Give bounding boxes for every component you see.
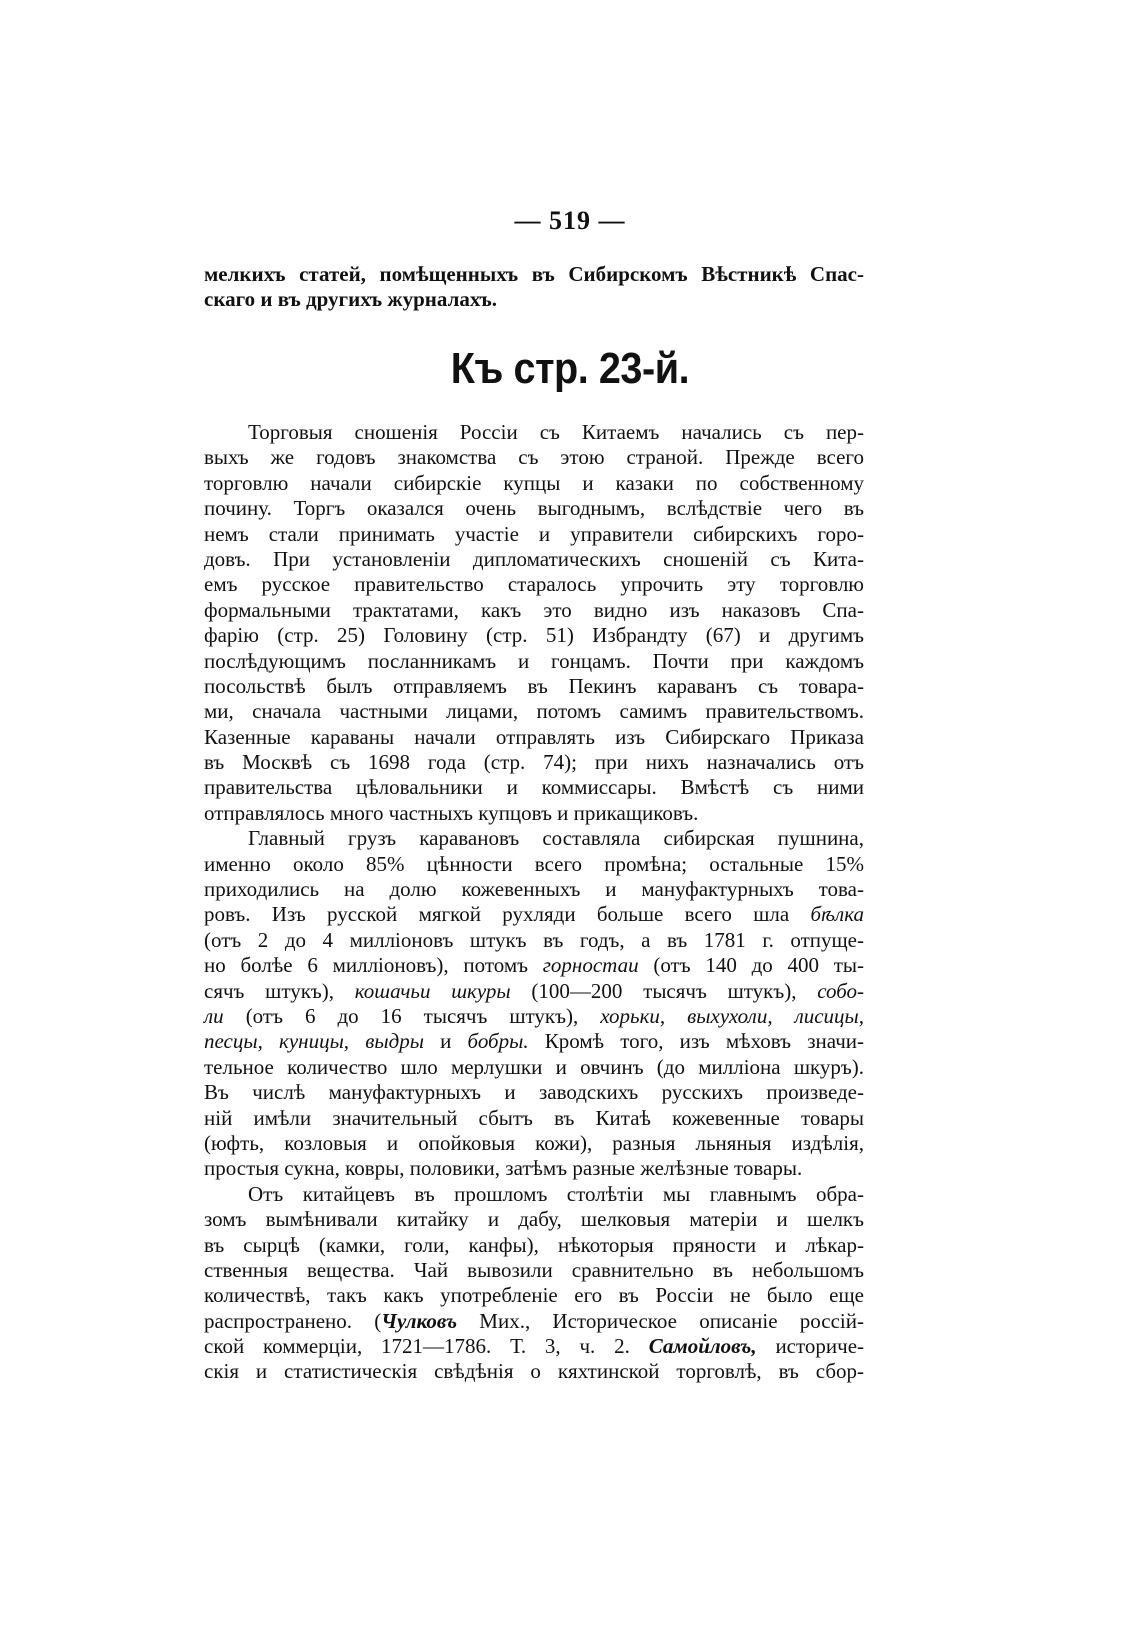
italic-term: горностаи (542, 953, 639, 978)
text-line (204, 1309, 864, 1334)
text-line: ній имѣли значительный сбытъ въ Китаѣ кожевенные товары (204, 1105, 864, 1130)
text-line: приходились на долю кожевенныхъ и мануфактурныхъ това- (204, 877, 864, 902)
text-line: ми, сначала частными лицами, потомъ самимъ правительствомъ. (204, 699, 864, 724)
text-line: Главный грузъ каравановъ составляла сибирская пушнина, (248, 826, 864, 851)
body-text (204, 420, 864, 1385)
text-line: (отъ 2 до 4 милліоновъ штукъ въ годъ, а въ 1781 г. отпуще- (204, 927, 864, 952)
text-run: распространено. ( (204, 1308, 382, 1333)
text-run: сячъ штукъ), (204, 978, 335, 1003)
text-line (204, 1334, 864, 1359)
text-run: Кромѣ того, изъ мѣховъ значи- (544, 1029, 865, 1054)
text-line: посольствѣ былъ отправляемъ въ Пекинъ караванъ съ товара- (204, 673, 864, 698)
text-run: (отъ 6 до 16 тысячъ штукъ), (245, 1003, 579, 1028)
italic-term: кошачьи шкуры (354, 978, 511, 1003)
text-line: тельное количество шло мерлушки и овчинъ (до милліона шкуръ). (204, 1054, 864, 1079)
text-line: послѣдующимъ посланникамъ и гонцамъ. Почти при каждомъ (204, 648, 864, 673)
text-line: ственныя вещества. Чай вывозили сравнительно въ небольшомъ (204, 1257, 864, 1282)
text-line (204, 1029, 864, 1054)
italic-term: песцы, куницы, выдры (204, 1029, 424, 1054)
text-line: простыя сукна, ковры, половики, затѣмъ разные желѣзные товары. (204, 1156, 803, 1181)
text-line: правительства цѣловальники и коммиссары. Вмѣстѣ съ ними (204, 775, 864, 800)
text-line: фарію (стр. 25) Головину (стр. 51) Избрандту (67) и другимъ (204, 623, 864, 648)
text-run: (100—200 тысячъ штукъ), (531, 978, 797, 1003)
text-line: (юфть, козловыя и опойковыя кожи), разныя льняныя издѣлія, (204, 1130, 864, 1155)
paragraph-trade-relations (204, 420, 864, 826)
text-line: въ сырцѣ (камки, голи, канфы), нѣкоторыя пряности и лѣкар- (204, 1232, 864, 1257)
italic-term: ли (204, 1003, 224, 1028)
text-run: (отъ 140 до 400 ты- (653, 953, 865, 978)
text-line: формальными трактатами, какъ это видно изъ наказовъ Спа- (204, 597, 864, 622)
italic-author: Самойловъ, (648, 1334, 757, 1359)
text-line: немъ стали принимать участіе и управители сибирскихъ горо- (204, 521, 864, 546)
text-line: мелкихъ статей, помѣщенныхъ въ Сибирскомъ Вѣстникѣ Спас- (204, 262, 864, 286)
text-line: въ Москвѣ съ 1698 года (стр. 74); при нихъ назначались отъ (204, 750, 864, 775)
text-line (204, 953, 864, 978)
text-line: скаго и въ другихъ журналахъ. (204, 287, 498, 312)
text-run: но болѣе 6 милліоновъ), потомъ (204, 953, 528, 978)
text-line (204, 1004, 864, 1029)
text-line: зомъ вымѣнивали китайку и дабу, шелковыя матеріи и шелкъ (204, 1207, 864, 1232)
italic-term: собо- (817, 978, 865, 1003)
text-line: Казенные караваны начали отправлять изъ Сибирскаго Приказа (204, 724, 864, 749)
italic-term: бобры. (467, 1029, 529, 1054)
text-line: скія и статистическія свѣдѣнія о кяхтинской торговлѣ, въ сбор- (204, 1359, 864, 1384)
text-line: именно около 85% цѣнности всего промѣна; остальные 15% (204, 851, 864, 876)
text-line: Въ числѣ мануфактурныхъ и заводскихъ русскихъ произведе- (204, 1080, 864, 1105)
page-number: — 519 — (514, 206, 626, 235)
text-line (204, 902, 864, 927)
text-line: отправлялось много частныхъ купцовъ и прикащиковъ. (204, 800, 699, 825)
text-line: выхъ же годовъ знакомства съ этою страной. Прежде всего (204, 445, 864, 470)
text-run: и (440, 1029, 452, 1054)
text-run: Мих., Историческое описаніе россій- (479, 1308, 864, 1333)
text-line: торговлю начали сибирскіе купцы и казаки по собственному (204, 470, 864, 495)
text-line: Торговыя сношенія Россіи съ Китаемъ начались съ пер- (248, 420, 864, 444)
text-line (204, 979, 864, 1004)
text-run: ровъ. Изъ русской мягкой рухляди больше всего шла (204, 902, 790, 927)
paragraph-chinese-goods (204, 1182, 864, 1385)
text-line: количествѣ, такъ какъ употребленіе его въ Россіи не было еще (204, 1283, 864, 1308)
italic-term: хорьки, выхухоли, лисицы, (600, 1003, 865, 1028)
italic-author: Чулковъ (381, 1308, 458, 1333)
text-run: ской коммерціи, 1721—1786. Т. 3, ч. 2. (204, 1334, 630, 1359)
intro-paragraph (204, 262, 864, 313)
text-line: довъ. При установленіи дипломатическихъ сношеній съ Кита- (204, 546, 864, 571)
text-line: Отъ китайцевъ въ прошломъ столѣтіи мы главнымъ обра- (248, 1181, 864, 1206)
text-run: историче- (775, 1334, 865, 1359)
text-line: емъ русское правительство старалось упрочить эту торговлю (204, 572, 864, 597)
section-heading: Къ стр. 23-й. (450, 344, 690, 393)
italic-term: бѣлка (810, 902, 864, 927)
text-line: почину. Торгъ оказался очень выгоднымъ, вслѣдствіе чего въ (204, 496, 864, 521)
paragraph-caravan-cargo (204, 826, 864, 1181)
